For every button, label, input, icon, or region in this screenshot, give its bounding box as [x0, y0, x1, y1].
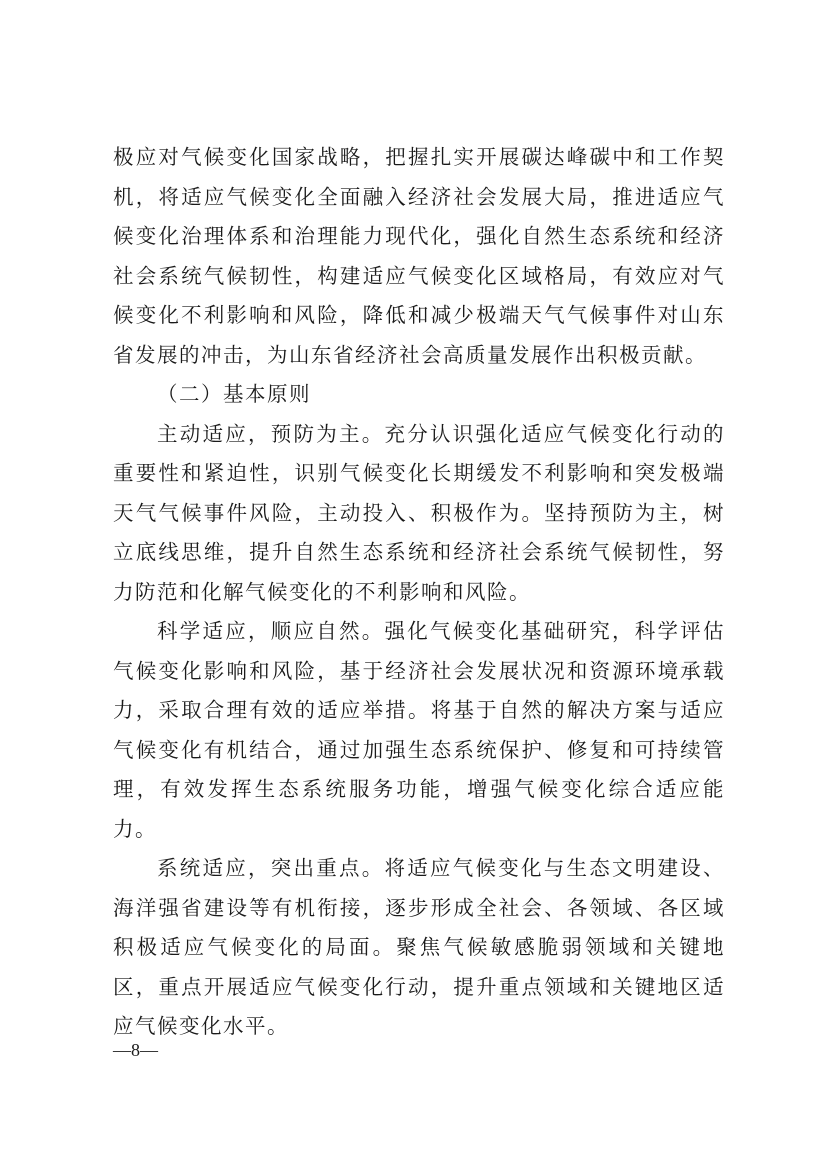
- paragraph-intro-continuation: 极应对气候变化国家战略，把握扎实开展碳达峰碳中和工作契机，将适应气候变化全面融入经济社会发展大局，推进适应气候变化治理体系和治理能力现代化，强化自然生态系统和经济社会系统气候韧性，构建适应气候变化区域格局，有效应对气候变化不利影响和风险，降低和减少极端天气气候事件对山东省发展的冲击，为山东省经济社会高质量发展作出积极贡献。: [113, 145, 725, 367]
- section-heading-basic-principles: （二）基本原则: [157, 382, 311, 406]
- paragraph-principle-scientific: 科学适应，顺应自然。强化气候变化基础研究，科学评估气候变化影响和风险，基于经济社会发展状况和资源环境承载力，采取合理有效的适应举措。将基于自然的解决方案与适应气候变化有机结合，通过加强生态系统保护、修复和可持续管理，有效发挥生态系统服务功能，增强气候变化综合适应能力。: [113, 619, 725, 841]
- page-number: —8—: [113, 1040, 158, 1060]
- paragraph-principle-systematic: 系统适应，突出重点。将适应气候变化与生态文明建设、海洋强省建设等有机衔接，逐步形成全社会、各领域、各区域积极适应气候变化的局面。聚焦气候敏感脆弱领域和关键地区，重点开展适应气候变化行动，提升重点领域和关键地区适应气候变化水平。: [113, 856, 725, 1038]
- document-body: [113, 138, 725, 1047]
- paragraph-principle-proactive: 主动适应，预防为主。充分认识强化适应气候变化行动的重要性和紧迫性，识别气候变化长期缓发不利影响和突发极端天气气候事件风险，主动投入、积极作为。坚持预防为主，树立底线思维，提升自然生态系统和经济社会系统气候韧性，努力防范和化解气候变化的不利影响和风险。: [113, 421, 725, 604]
